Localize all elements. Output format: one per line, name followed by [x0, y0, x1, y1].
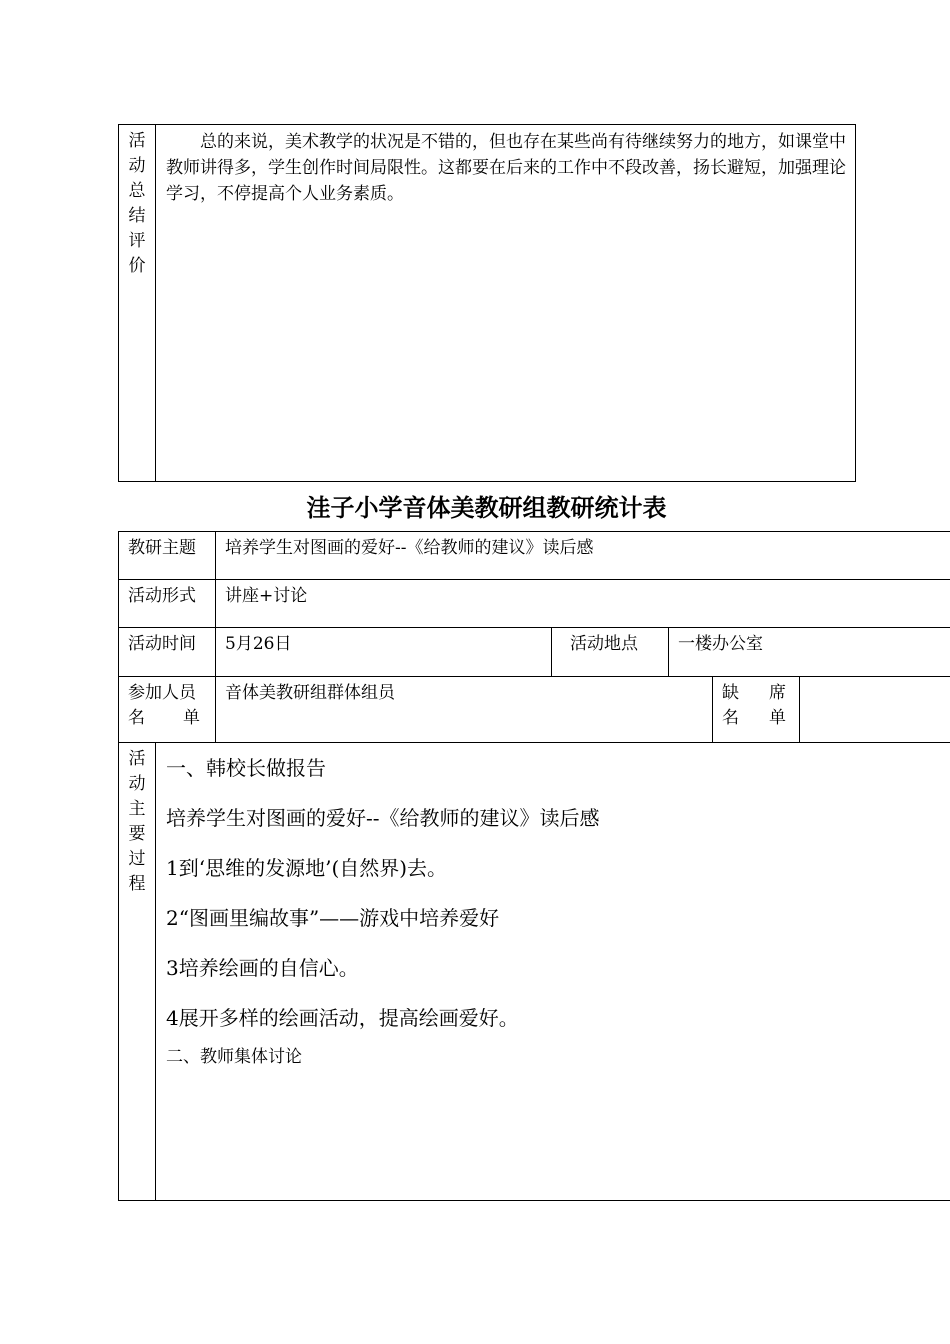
- absent-label-char: 名: [722, 708, 739, 728]
- absent-label-char: 缺: [722, 683, 739, 703]
- absent-label: [713, 677, 800, 743]
- absent-label-line1: [722, 681, 786, 706]
- stats-table: [118, 531, 950, 1201]
- absent-label-line2: [722, 706, 786, 731]
- participants-value: 音体美教研组群体组员: [216, 677, 713, 743]
- summary-text: 总的来说，美术教学的状况是不错的，但也存在某些尚有待继续努力的地方，如课堂中教师讲得多，学生创作时间局限性。这都要在后来的工作中不段改善，扬长避短，加强理论学习，不停提高个人业务素质。: [156, 125, 856, 482]
- page-title: 洼子小学音体美教研组教研统计表: [306, 494, 667, 522]
- process-label-char: 要: [128, 824, 146, 844]
- summary-table: [118, 124, 856, 482]
- participants-label-char: 单: [183, 708, 200, 728]
- process-label-char: 活: [128, 749, 146, 769]
- summary-label-char: 动: [128, 156, 146, 176]
- summary-label: [119, 125, 156, 482]
- process-sub-heading: 二、教师集体讨论: [166, 1047, 302, 1067]
- topic-label: 教研主题: [119, 532, 216, 580]
- process-row: [119, 743, 950, 1201]
- time-place-row: [119, 628, 950, 677]
- time-value: 5月26日: [216, 628, 552, 677]
- topic-row: [119, 532, 950, 580]
- form-row: [119, 580, 950, 628]
- process-label-char: 程: [128, 874, 146, 894]
- process-line: 3培养绘画的自信心。: [166, 956, 359, 980]
- process-line: 一、韩校长做报告: [166, 756, 326, 780]
- process-label: [119, 743, 156, 1201]
- participants-label-line2: [128, 706, 200, 731]
- place-value: 一楼办公室: [669, 628, 950, 677]
- process-label-char: 动: [128, 774, 146, 794]
- summary-label-char: 结: [128, 206, 146, 226]
- participants-label-char: 名: [128, 708, 145, 728]
- participants-row: [119, 677, 950, 743]
- place-label: 活动地点: [552, 628, 669, 677]
- summary-label-char: 评: [128, 231, 146, 251]
- summary-label-char: 价: [128, 256, 146, 276]
- absent-label-char: 单: [769, 708, 786, 728]
- absent-label-char: 席: [769, 683, 786, 703]
- process-label-char: 主: [128, 799, 146, 819]
- process-line: 4展开多样的绘画活动，提高绘画爱好。: [166, 1006, 519, 1030]
- summary-label-char: 总: [128, 181, 146, 201]
- participants-label-line1: 参加人员: [128, 683, 196, 703]
- time-label: 活动时间: [119, 628, 216, 677]
- summary-label-char: 活: [128, 131, 146, 151]
- form-label: 活动形式: [119, 580, 216, 628]
- process-content: [156, 743, 950, 1201]
- topic-value: 培养学生对图画的爱好--《给教师的建议》读后感: [216, 532, 950, 580]
- process-line: 2“图画里编故事”——游戏中培养爱好: [166, 906, 500, 930]
- process-label-char: 过: [128, 849, 146, 869]
- process-line: 1到‘思维的发源地’(自然界)去。: [166, 856, 448, 880]
- process-line: 培养学生对图画的爱好--《给教师的建议》读后感: [166, 806, 600, 830]
- form-value: 讲座+讨论: [216, 580, 950, 628]
- participants-label: [119, 677, 216, 743]
- absent-value: [800, 677, 950, 743]
